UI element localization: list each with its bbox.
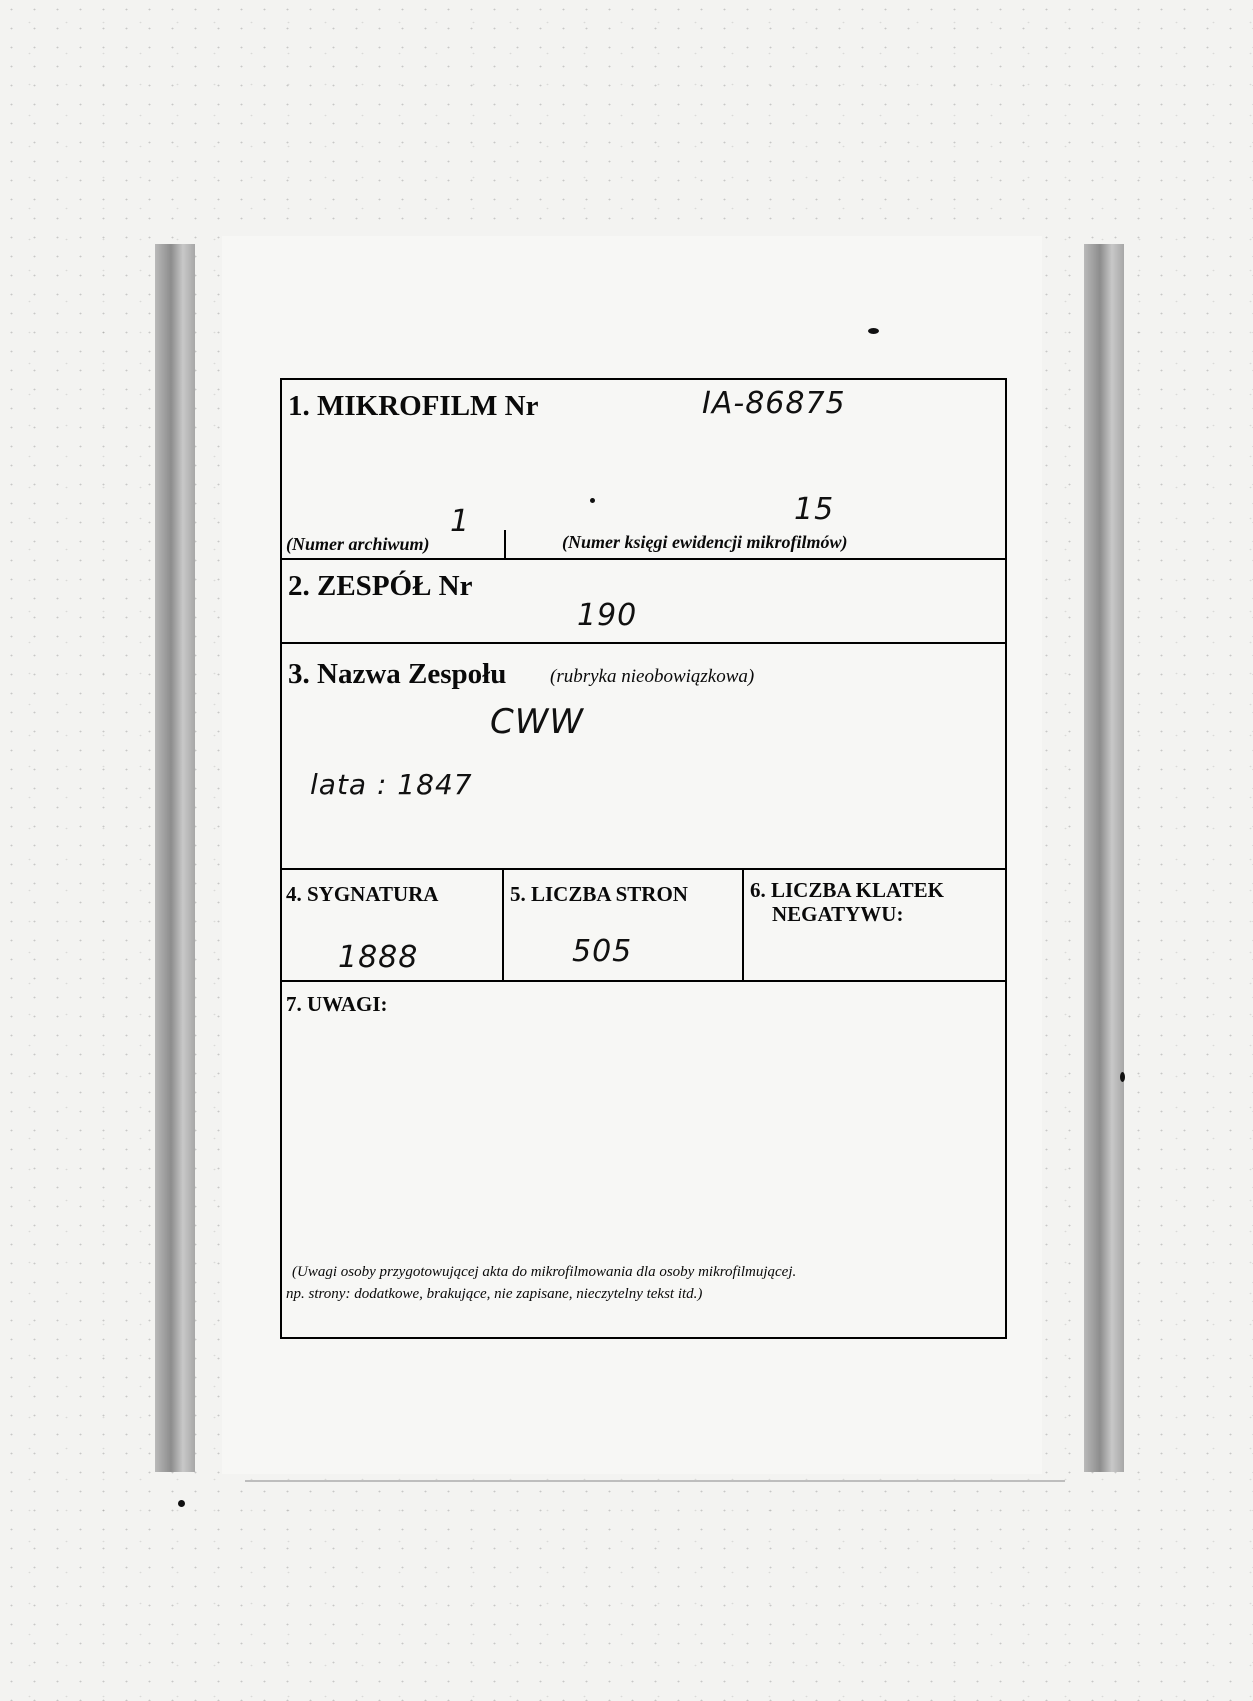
frame-count-label-1: 6. LICZBA KLATEK [750, 878, 944, 902]
remarks-note-line1: (Uwagi osoby przygotowującej akta do mikrofilmowania dla osoby mikrofilmującej. [292, 1264, 797, 1280]
speck [590, 498, 595, 503]
remarks-label: 7. UWAGI: [286, 992, 388, 1016]
page-count-value: 505 [572, 934, 633, 969]
frame-count-label-2: NEGATYWU: [772, 902, 904, 926]
column-divider-1 [502, 870, 504, 980]
card-bottom-edge [245, 1480, 1065, 1482]
microfilm-form [280, 378, 1007, 1339]
section-details [282, 870, 1005, 982]
fonds-name-sublabel: (rubryka nieobowiązkowa) [550, 666, 755, 687]
fonds-name-value: CWW [490, 702, 584, 742]
speck [1120, 1072, 1125, 1082]
film-edge-right [1084, 244, 1124, 1472]
fonds-number: 190 [577, 598, 638, 633]
microfilm-number: IA-86875 [702, 386, 846, 421]
remarks-note-line2: np. strony: dodatkowe, brakujące, nie zapisane, nieczytelny tekst itd.) [286, 1286, 703, 1302]
fonds-label: 2. ZESPÓŁ Nr [288, 570, 473, 602]
section-remarks [282, 982, 1005, 1336]
speck [178, 1500, 185, 1507]
speck [868, 328, 879, 334]
film-edge-left [155, 244, 195, 1472]
archive-number: 1 [450, 504, 471, 539]
book-number: 15 [794, 492, 835, 527]
section-microfilm [282, 380, 1005, 560]
page-count-label: 5. LICZBA STRON [510, 882, 688, 906]
section-fonds-name [282, 644, 1005, 870]
book-label: (Numer księgi ewidencji mikrofilmów) [562, 532, 848, 552]
signature-label: 4. SYGNATURA [286, 882, 439, 906]
fonds-years: lata : 1847 [310, 768, 473, 801]
microfilm-label: 1. MIKROFILM Nr [288, 390, 539, 422]
archive-label: (Numer archiwum) [286, 534, 430, 554]
column-divider-2 [742, 870, 744, 980]
signature-value: 1888 [338, 940, 419, 975]
fonds-name-label: 3. Nazwa Zespołu [288, 658, 507, 690]
section-fonds [282, 560, 1005, 644]
archive-divider [504, 530, 506, 558]
